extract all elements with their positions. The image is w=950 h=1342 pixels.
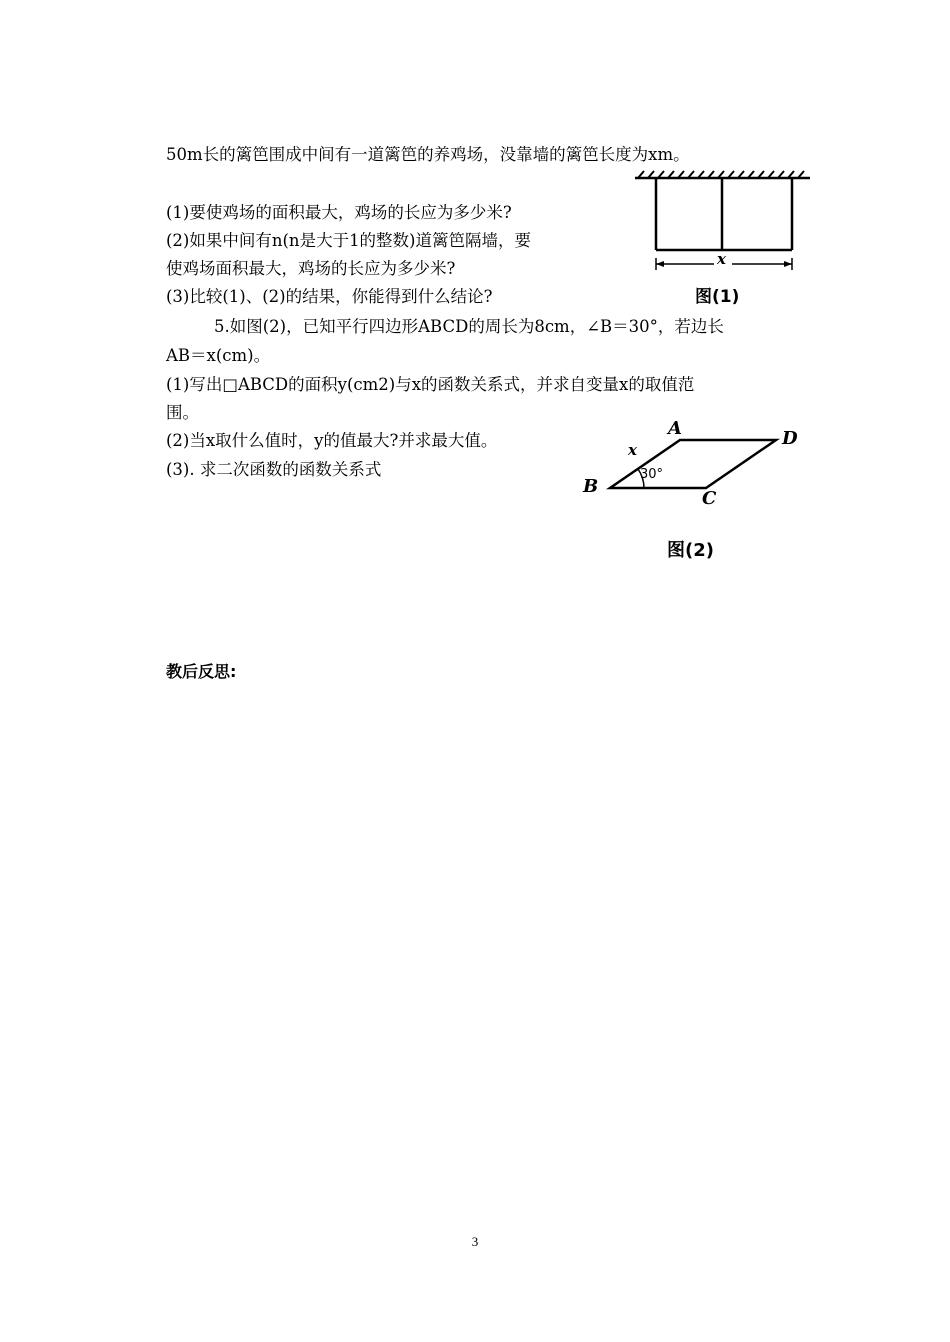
- problem4-question1: (1)要使鸡场的面积最大，鸡场的长应为多少米?: [166, 203, 512, 222]
- vertex-d-label: D: [782, 428, 798, 449]
- problem5-question1-line2: 围。: [166, 403, 199, 422]
- problem-intro: 50m长的篱笆围成中间有一道篱笆的养鸡场，没靠墙的篱笆长度为xm。: [166, 145, 690, 164]
- figure-2-caption: 图(2): [667, 540, 714, 561]
- page-number: 3: [471, 1234, 479, 1249]
- vertex-a-label: A: [668, 418, 682, 439]
- figure-1: [630, 170, 815, 275]
- figure-2-drawing: [580, 418, 805, 503]
- figure-1-x-label: x: [717, 250, 726, 268]
- problem5-question3: (3). 求二次函数的函数关系式: [166, 460, 382, 479]
- problem5-question2: (2)当x取什么值时，y的值最大?并求最大值。: [166, 431, 498, 450]
- reflection-heading: 教后反思:: [166, 662, 237, 681]
- side-x-label: x: [628, 441, 637, 459]
- vertex-c-label: C: [702, 488, 717, 509]
- problem5-stem-line2: AB＝x(cm)。: [166, 346, 271, 365]
- figure-2: [580, 418, 805, 509]
- angle-label: 30°: [640, 467, 664, 482]
- problem4-question2-line1: (2)如果中间有n(n是大于1的整数)道篱笆隔墙，要: [166, 231, 531, 250]
- problem4-question2-line2: 使鸡场面积最大，鸡场的长应为多少米?: [166, 259, 456, 278]
- figure-1-caption: 图(1): [695, 287, 740, 307]
- problem4-question3: (3)比较(1)、(2)的结果，你能得到什么结论?: [166, 287, 493, 306]
- problem5-stem-line1: 5.如图(2)，已知平行四边形ABCD的周长为8cm，∠B＝30°，若边长: [214, 317, 724, 336]
- vertex-b-label: B: [583, 476, 599, 497]
- problem5-question1-line1: (1)写出□ABCD的面积y(cm2)与x的函数关系式，并求自变量x的取值范: [166, 375, 695, 394]
